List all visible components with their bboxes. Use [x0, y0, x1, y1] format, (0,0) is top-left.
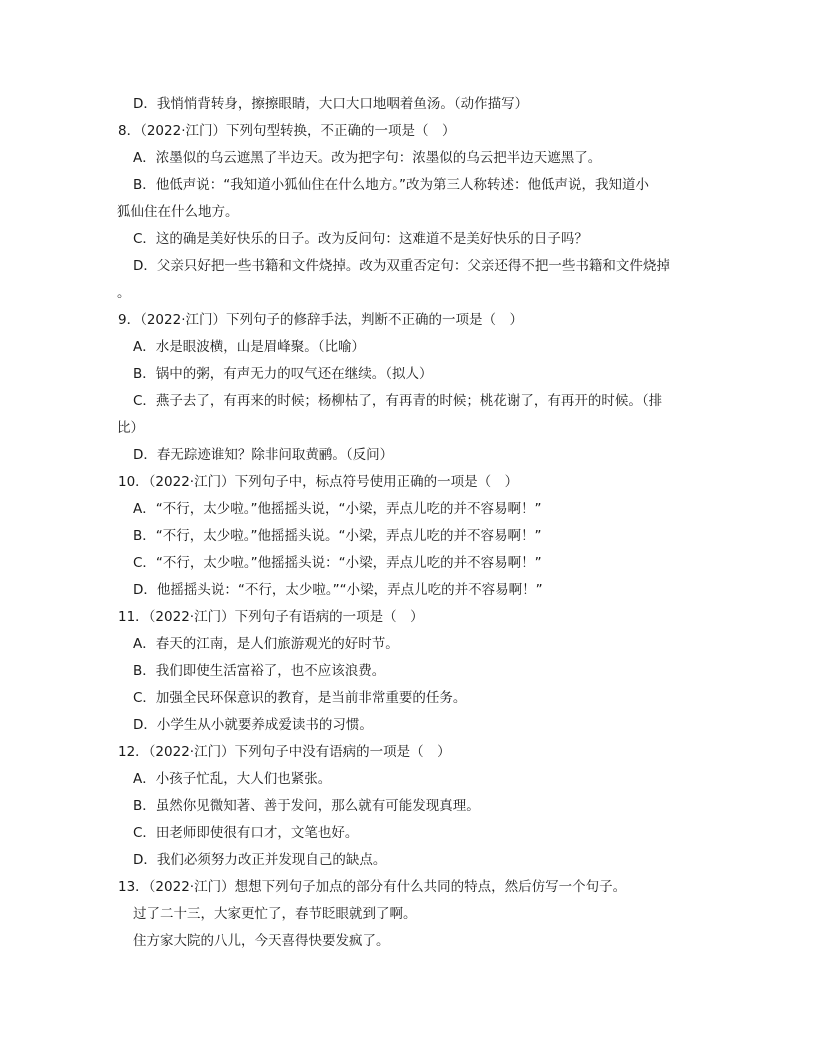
q9-option-d: D．春无踪迹谁知？除非问取黄鹂。（反问）	[133, 447, 394, 463]
q12-stem: 12．（2022·江门）下列句子中没有语病的一项是（ ）	[118, 744, 451, 760]
q8-option-b: B．他低声说：“我知道小狐仙住在什么地方。”改为第三人称转述：他低声说，我知道小	[133, 177, 649, 193]
q12-option-d: D．我们必须努力改正并发现自己的缺点。	[133, 852, 387, 868]
q9-option-b: B．锅中的粥，有声无力的叹气还在继续。（拟人）	[133, 366, 433, 382]
q10-option-d: D．他摇摇头说：“不行，太少啦。”“小梁，弄点儿吃的并不容易啊！”	[133, 582, 543, 598]
q7-option-d: D．我悄悄背转身，擦擦眼睛，大口大口地咽着鱼汤。（动作描写）	[133, 96, 529, 112]
q10-option-a: A．“不行，太少啦。”他摇摇头说，“小梁，弄点儿吃的并不容易啊！”	[133, 501, 542, 517]
q8-option-c: C．这的确是美好快乐的日子。改为反问句：这难道不是美好快乐的日子吗？	[133, 231, 588, 247]
q9-option-c: C．燕子去了，有再来的时候；杨柳枯了，有再青的时候；桃花谢了，有再开的时候。（排	[133, 393, 663, 409]
q11-option-b: B．我们即使生活富裕了，也不应该浪费。	[133, 663, 386, 679]
q8-option-b-cont: 狐仙住在什么地方。	[117, 204, 239, 220]
q10-option-b: B．“不行，太少啦。”他摇摇头说。“小梁，弄点儿吃的并不容易啊！”	[133, 528, 542, 544]
q11-option-c: C．加强全民环保意识的教育，是当前非常重要的任务。	[133, 690, 467, 706]
q8-stem: 8．（2022·江门）下列句型转换，不正确的一项是（ ）	[118, 123, 456, 139]
q12-option-c: C．田老师即使很有口才，文笔也好。	[133, 825, 359, 841]
q8-option-d-cont: 。	[117, 285, 131, 301]
q11-stem: 11．（2022·江门）下列句子有语病的一项是（ ）	[118, 609, 424, 625]
q13-stem: 13．（2022·江门）想想下列句子加点的部分有什么共同的特点，然后仿写一个句子。	[118, 879, 627, 895]
q8-option-a: A．浓墨似的乌云遮黑了半边天。改为把字句：浓墨似的乌云把半边天遮黑了。	[133, 150, 602, 166]
q12-option-a: A．小孩子忙乱，大人们也紧张。	[133, 771, 332, 787]
q11-option-d: D．小学生从小就要养成爱读书的习惯。	[133, 717, 373, 733]
q8-option-d: D．父亲只好把一些书籍和文件烧掉。改为双重否定句：父亲还得不把一些书籍和文件烧掉	[133, 258, 670, 274]
q12-option-b: B．虽然你见微知著、善于发问，那么就有可能发现真理。	[133, 798, 480, 814]
q13-sentence-1: 过了二十三，大家更忙了，春节眨眼就到了啊。	[133, 906, 417, 922]
q10-option-c: C．“不行，太少啦。”他摇摇头说：“小梁，弄点儿吃的并不容易啊！”	[133, 555, 542, 571]
q13-sentence-2: 住方家大院的八儿，今天喜得快要发疯了。	[133, 933, 390, 949]
q9-option-c-cont: 比）	[117, 420, 144, 436]
q9-option-a: A．水是眼波横，山是眉峰聚。（比喻）	[133, 339, 365, 355]
q9-stem: 9．（2022·江门）下列句子的修辞手法，判断不正确的一项是（ ）	[118, 312, 523, 328]
q11-option-a: A．春天的江南，是人们旅游观光的好时节。	[133, 636, 399, 652]
q10-stem: 10．（2022·江门）下列句子中，标点符号使用正确的一项是（ ）	[118, 474, 519, 490]
